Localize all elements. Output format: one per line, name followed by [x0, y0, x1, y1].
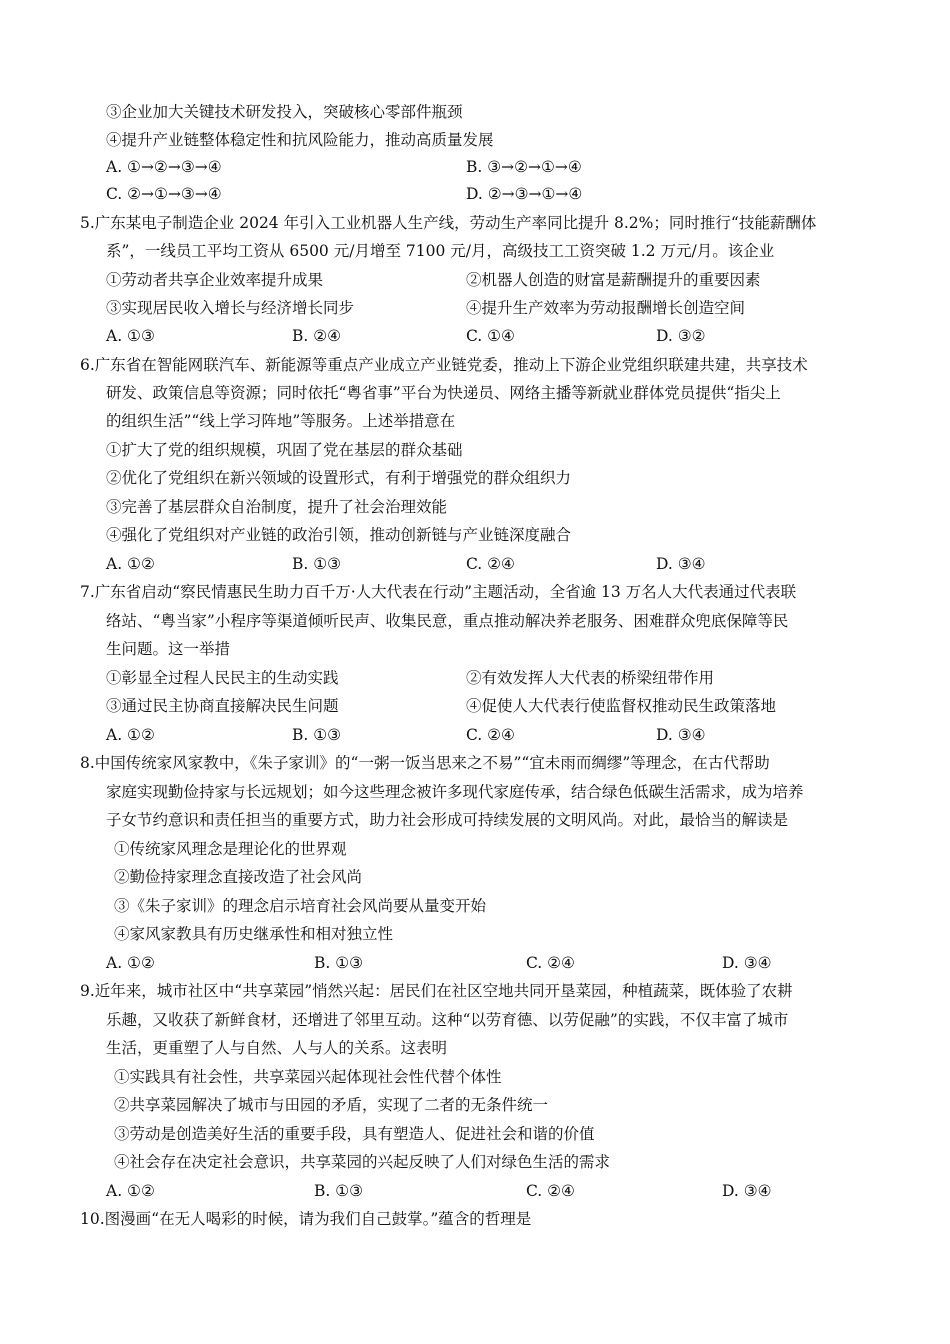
q5-option-d[interactable]: D. ③② [656, 327, 706, 345]
q4-option-b[interactable]: B. ③→②→①→④ [466, 158, 582, 176]
q7-option-b[interactable]: B. ①③ [292, 726, 342, 744]
q8-stem-line-1: 8.中国传统家风家教中，《朱子家训》的“一粥一饭当思来之不易”“宜未雨而绸缪”等理念，在古代帮助 [80, 754, 770, 772]
q4-statement-4: ④提升产业链整体稳定性和抗风险能力，推动高质量发展 [106, 131, 494, 149]
q9-statement-3: ③劳动是创造美好生活的重要手段，具有塑造人、促进社会和谐的价值 [114, 1125, 595, 1143]
q8-stem-line-2: 家庭实现勤俭持家与长远规划；如今这些理念被许多现代家庭传承，结合绿色低碳生活需求，成为培养 [106, 783, 804, 801]
q5-statement-2: ②机器人创造的财富是薪酬提升的重要因素 [466, 271, 761, 289]
q7-stem-line-2: 络站、“粤当家”小程序等渠道倾听民声、收集民意，重点推动解决养老服务、困难群众兜底保障等民 [106, 612, 789, 630]
q5-stem-line-2: 系”，一线员工平均工资从 6500 元/月增至 7100 元/月，高级技工工资突破 1.2 万元/月。该企业 [106, 242, 775, 260]
q7-stem-line-1: 7.广东省启动“察民情惠民生助力百千万·人大代表在行动”主题活动，全省逾 13 万名人大代表通过代表联 [80, 583, 797, 601]
q10-stem-line-1: 10.图漫画“在无人喝彩的时候，请为我们自己鼓掌。”蕴含的哲理是 [80, 1210, 532, 1228]
q6-option-d[interactable]: D. ③④ [656, 555, 706, 573]
q7-statement-3: ③通过民主协商直接解决民生问题 [106, 697, 339, 715]
q9-statement-1: ①实践具有社会性，共享菜园兴起体现社会性代替个体性 [114, 1068, 502, 1086]
q9-option-c[interactable]: C. ②④ [526, 1182, 575, 1200]
q5-statement-4: ④提升生产效率为劳动报酬增长创造空间 [466, 299, 746, 317]
q8-option-d[interactable]: D. ③④ [722, 954, 772, 972]
q7-option-a[interactable]: A. ①② [106, 726, 155, 744]
q9-option-d[interactable]: D. ③④ [722, 1182, 772, 1200]
q6-statement-4: ④强化了党组织对产业链的政治引领，推动创新链与产业链深度融合 [106, 526, 572, 544]
q6-stem-line-2: 研发、政策信息等资源；同时依托“粤省事”平台为快递员、网络主播等新就业群体党员提供“指尖上 [106, 384, 781, 402]
q9-stem-line-2: 乐趣，又收获了新鲜食材，还增进了邻里互动。这种“以劳育德、以劳促融”的实践，不仅丰富了城市 [106, 1011, 789, 1029]
q5-option-c[interactable]: C. ①④ [466, 327, 515, 345]
q6-statement-2: ②优化了党组织在新兴领域的设置形式，有利于增强党的群众组织力 [106, 469, 572, 487]
q4-option-a[interactable]: A. ①→②→③→④ [106, 158, 222, 176]
q8-statement-2: ②勤俭持家理念直接改造了社会风尚 [114, 868, 363, 886]
q6-option-b[interactable]: B. ①③ [292, 555, 342, 573]
q7-option-c[interactable]: C. ②④ [466, 726, 515, 744]
q4-option-c[interactable]: C. ②→①→③→④ [106, 185, 222, 203]
q6-stem-line-1: 6.广东省在智能网联汽车、新能源等重点产业成立产业链党委，推动上下游企业党组织联建共建，共享技术 [80, 356, 808, 374]
q5-statement-1: ①劳动者共享企业效率提升成果 [106, 271, 324, 289]
q8-statement-1: ①传统家风理念是理论化的世界观 [114, 840, 347, 858]
q9-option-a[interactable]: A. ①② [106, 1182, 155, 1200]
q8-stem-line-3: 子女节约意识和责任担当的重要方式，助力社会形成可持续发展的文明风尚。对此，最恰当的解读是 [106, 811, 789, 829]
q8-statement-3: ③《朱子家训》的理念启示培育社会风尚要从量变开始 [114, 897, 487, 915]
q9-statement-4: ④社会存在决定社会意识，共享菜园的兴起反映了人们对绿色生活的需求 [114, 1153, 611, 1171]
q5-stem-line-1: 5.广东某电子制造企业 2024 年引入工业机器人生产线，劳动生产率同比提升 8.2%；同时推行“技能薪酬体 [80, 214, 817, 232]
q9-stem-line-3: 生活，更重塑了人与自然、人与人的关系。这表明 [106, 1039, 448, 1057]
q6-statement-3: ③完善了基层群众自治制度，提升了社会治理效能 [106, 498, 448, 516]
q8-option-c[interactable]: C. ②④ [526, 954, 575, 972]
q5-option-b[interactable]: B. ②④ [292, 327, 342, 345]
q7-statement-2: ②有效发挥人大代表的桥梁纽带作用 [466, 669, 715, 687]
q9-statement-2: ②共享菜园解决了城市与田园的矛盾，实现了二者的无条件统一 [114, 1096, 549, 1114]
q9-stem-line-1: 9.近年来，城市社区中“共享菜园”悄然兴起：居民们在社区空地共同开垦菜园，种植蔬菜，既体验了农耕 [80, 982, 793, 1000]
q8-statement-4: ④家风家教具有历史继承性和相对独立性 [114, 925, 394, 943]
q7-stem-line-3: 生问题。这一举措 [106, 640, 231, 658]
q7-option-d[interactable]: D. ③④ [656, 726, 706, 744]
q4-option-d[interactable]: D. ②→③→①→④ [466, 185, 583, 203]
q7-statement-4: ④促使人大代表行使监督权推动民生政策落地 [466, 697, 777, 715]
q8-option-a[interactable]: A. ①② [106, 954, 155, 972]
q6-stem-line-3: 的组织生活”“线上学习阵地”等服务。上述举措意在 [106, 412, 456, 430]
q5-option-a[interactable]: A. ①③ [106, 327, 155, 345]
q6-option-a[interactable]: A. ①② [106, 555, 155, 573]
q4-statement-3: ③企业加大关键技术研发投入，突破核心零部件瓶颈 [106, 103, 463, 121]
q5-statement-3: ③实现居民收入增长与经济增长同步 [106, 299, 355, 317]
q8-option-b[interactable]: B. ①③ [314, 954, 364, 972]
q7-statement-1: ①彰显全过程人民民主的生动实践 [106, 669, 339, 687]
q6-option-c[interactable]: C. ②④ [466, 555, 515, 573]
q6-statement-1: ①扩大了党的组织规模，巩固了党在基层的群众基础 [106, 441, 463, 459]
q9-option-b[interactable]: B. ①③ [314, 1182, 364, 1200]
